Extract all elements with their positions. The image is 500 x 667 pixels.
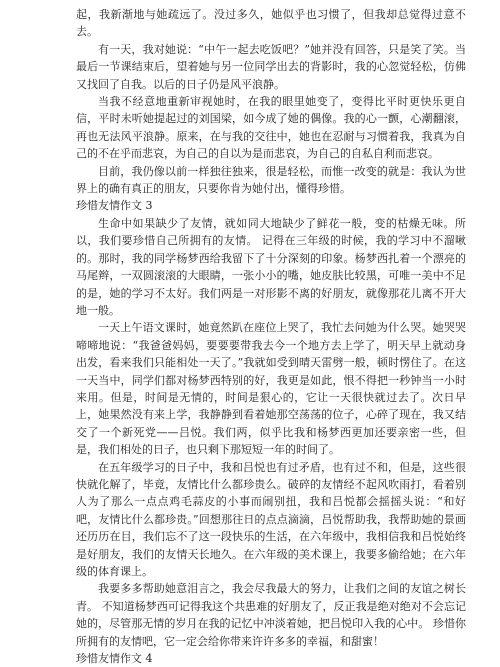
paragraph-8: 我要多多帮助她意泪言之，我会尽我最大的努力，让我们之间的友谊之树长青。 不知道杨梦西可记得我这个共患难的好朋友了，反正我是绝对绝对不会忘记她的，尽管那无情的岁月在我的记忆中冲淡着她，把吕悦印入我的心中。 珍惜你所拥有的友情吧，它一定会给你带来许许多多的幸福，和甜蜜！: [76, 582, 466, 648]
section-heading-3: 珍惜友情作文 3: [76, 199, 153, 213]
paragraph-3: 当我不经意地重新审视她时，在我的眼里她变了，变得比平时更快乐更自信，平时未听她提起过的刘国梁，如今成了她的偶像。我的心一颤，心潮翻滚，再也无法风平浪静。原来，在与我的交往中，她也在忍耐与习惯着我，我真为自己的不在乎而悲哀，为自己的自以为是而悲哀，为自己的自私自利而悲哀。: [76, 95, 466, 161]
paragraph-6: 一天上午语文课时，她竟然趴在座位上哭了，我忙去问她为什么哭。她哭哭啼啼地说：“我爸爸妈妈，要要要带我去今一个地方去上学了，明天早上就动身出发，看来我们只能相处一天了。”我就如受到晴天雷劈一般，顿时愣住了。在这一天当中，同学们都对杨梦西特别的好，我更是如此，恨不得把一秒钟当一小时来用。但是，时间是无情的，时间是狠心的，它让一天很快就过去了。次日早上，她果然没有来上学，我静静到看着她那空荡荡的位子，心碎了现在，我又结交了一个新死党——吕悦。我们两，似乎比我和杨梦西更加还要亲密一些，但是，我们相处的日子，也只剩下那短短一年的时间了。: [76, 321, 466, 457]
paragraph-5: 生命中如果缺少了友情，就如同大地缺少了鲜花一般，变的枯燥无味。所以，我们要珍惜自己所拥有的友情。 记得在三年级的时候，我的学习中不溜啾的。那时，我的同学杨梦西给我留下了十分深刻的印象。杨梦西扎着一个漂亮的马尾辫，一双圆滚滚的大眼睛，一张小小的嘴，她皮肤比较黑，可唯一美中不足的是，她的学习不太好。我们两是一对形影不离的好朋友，就像那花儿离不开大地一般。: [76, 216, 466, 317]
paragraph-7: 在五年级学习的日子中，我和吕悦也有过矛盾，也有过不和，但是，这些很快就化解了，毕竟，友情比什么都珍贵么。破碎的友情经不起风吹雨打，看着别人为了那么一点点鸡毛蒜皮的小事而闹别扭，我和吕悦都会摇摇头说：“和好吧，友情比什么都珍贵。”回想那往日的点点滴滴，吕悦帮助我，我帮助她的景画还历历在目，我们忘不了这一段快乐的生活，在六年级中，我相信我和吕悦始终是好朋友，我们的友情天长地久。在六年级的美术课上，我要多偷给她；在六年级的体育课上。: [76, 460, 466, 578]
paragraph-1: 起，我新渐地与她疏远了。没过多久，她似乎也习惯了，但我却总觉得过意不去。: [76, 8, 466, 39]
paragraph-4: 目前，我仍像以前一样独往独来，很是轻松，而惟一改变的就是：我认为世界上的确有真正的朋友，只要你肯为她付出，懂得珍惜。: [76, 164, 466, 196]
paragraph-2: 有一天，我对她说：“中午一起去吃饭吧？”她并没有回答，只是笑了笑。当最后一节课结束后，望着她与另一位同学出去的背影时，我的心忽觉轻松，仿佛又找回了自我。以后的日子仍是风平浪静。: [76, 42, 466, 91]
section-heading-4: 珍惜友情作文 4: [76, 652, 153, 666]
